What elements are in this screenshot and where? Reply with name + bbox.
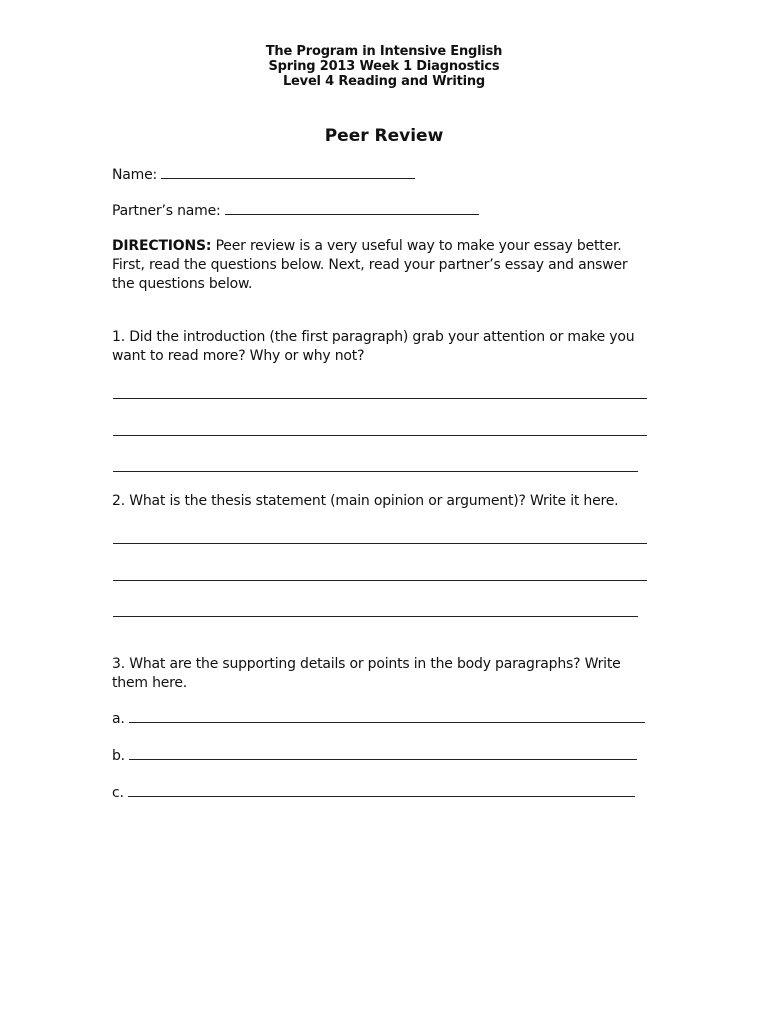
header-term: Spring 2013 Week 1 Diagnostics xyxy=(268,59,500,74)
question-2: 2. What is the thesis statement (main opinion or argument)? Write it here. xyxy=(112,493,619,509)
partner-blank[interactable] xyxy=(225,201,479,215)
header-program: The Program in Intensive English xyxy=(265,44,503,59)
list-item-c xyxy=(112,783,635,803)
name-field xyxy=(112,165,415,185)
answer-line-2c[interactable] xyxy=(113,616,638,618)
partner-field xyxy=(112,201,479,221)
directions xyxy=(112,237,652,294)
list-label-b: b. xyxy=(112,748,125,764)
answer-line-2a[interactable] xyxy=(113,543,647,545)
partner-label: Partner’s name: xyxy=(112,203,221,219)
directions-label: DIRECTIONS: xyxy=(112,238,212,254)
question-1: 1. Did the introduction (the first paragraph) grab your attention or make you want to read more? Why or why not? xyxy=(112,329,635,364)
answer-line-2b[interactable] xyxy=(113,580,647,582)
name-label: Name: xyxy=(112,167,158,183)
answer-line-1a[interactable] xyxy=(113,398,647,400)
directions-text: Peer review is a very useful way to make your essay better. First, read the questions below. Next, read your partner’s essay and answer the questions below. xyxy=(112,238,628,292)
name-blank[interactable] xyxy=(161,165,415,179)
answer-line-1c[interactable] xyxy=(113,471,638,473)
answer-line-1b[interactable] xyxy=(113,435,647,437)
answer-blank-b[interactable] xyxy=(129,746,637,760)
question-3: 3. What are the supporting details or points in the body paragraphs? Write them here. xyxy=(112,656,621,691)
list-label-a: a. xyxy=(112,711,125,727)
page-title: Peer Review xyxy=(324,126,444,146)
answer-blank-c[interactable] xyxy=(128,783,635,797)
list-label-c: c. xyxy=(112,785,124,801)
answer-blank-a[interactable] xyxy=(129,709,645,723)
list-item-b xyxy=(112,746,637,766)
list-item-a xyxy=(112,709,645,729)
header-level: Level 4 Reading and Writing xyxy=(282,74,486,89)
document-header xyxy=(0,44,768,89)
